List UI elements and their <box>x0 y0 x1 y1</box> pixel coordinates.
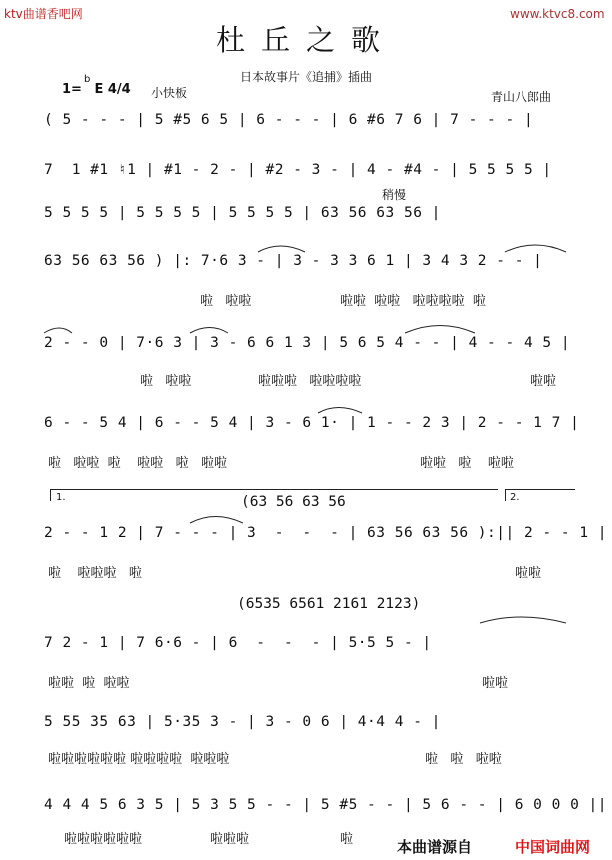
lyric-9a: 啦啦啦啦啦啦 啦啦啦啦 啦啦啦 <box>48 752 230 767</box>
lyric-4a: 啦 啦啦 <box>200 294 252 309</box>
interlude-2: (6535 6561 2161 2123) <box>237 596 421 612</box>
lyric-5b: 啦啦啦 啦啦啦啦 <box>258 374 362 389</box>
lyric-4b: 啦啦 啦啦 啦啦啦啦 啦 <box>340 294 486 309</box>
lyric-8b: 啦啦 <box>482 676 509 691</box>
tempo-marking: 小快板 <box>151 86 188 100</box>
footer-site-name: 中国词曲网 <box>515 838 591 856</box>
lyric-6a: 啦 啦啦 啦 啦啦 啦 啦啦 <box>48 456 227 471</box>
lyric-5c: 啦啦 <box>530 374 557 389</box>
score-row-4: 63 56 63 56 ) |: 7·6 3 - | 3 - 3 3 6 1 | 3 4 3 2 - - | <box>44 253 543 269</box>
slur-arc <box>258 246 305 252</box>
watermark-left: ktv曲谱香吧网 <box>4 7 83 21</box>
slur-arc <box>405 326 475 334</box>
score-row-8: 7 2 - 1 | 7 6·6 - | 6 - - - | 5·5 5 - | <box>44 635 432 651</box>
slowdown-marking: 稍慢 <box>382 188 407 202</box>
lyric-7a: 啦 啦啦啦 啦 <box>48 566 142 581</box>
slur-arc <box>318 408 362 414</box>
slur-arc <box>505 245 566 252</box>
lyric-7b: 啦啦 <box>515 566 542 581</box>
song-title: 杜丘之歌 <box>215 23 396 57</box>
slur-arc <box>480 617 566 623</box>
lyric-10b: 啦啦啦 <box>210 832 250 847</box>
lyric-10c: 啦 <box>340 832 354 847</box>
lyric-6b: 啦啦 啦 啦啦 <box>420 456 514 471</box>
score-row-10: 4 4 4 5 6 3 5 | 5 3 5 5 - - | 5 #5 - - | 5 6 - - | 6 0 0 0 || <box>44 797 608 813</box>
lyric-5a: 啦 啦啦 <box>140 374 192 389</box>
slur-arc <box>190 517 243 524</box>
score-row-1: ( 5 - - - | 5 #5 6 5 | 6 - - - | 6 #6 7 6 | 7 - - - | <box>44 112 534 128</box>
key-prefix: 1= <box>62 82 82 97</box>
song-subtitle: 日本故事片《追捕》插曲 <box>239 70 372 84</box>
score-row-2: 7 1 #1 ♮1 | #1 - 2 - | #2 - 3 - | 4 - #4 - | 5 5 5 5 | <box>44 162 552 178</box>
score-row-7: 2 - - 1 2 | 7 - - - | 3 - - - | 63 56 63 56 ):|| 2 - - 1 | <box>44 525 608 541</box>
score-row-9: 5 55 35 63 | 5·35 3 - | 3 - 0 6 | 4·4 4 - | <box>44 714 441 730</box>
slur-arc <box>190 328 228 334</box>
lyric-8a: 啦啦 啦 啦啦 <box>48 676 130 691</box>
watermark-right: www.ktvc8.com <box>510 7 605 21</box>
score-row-5: 2 - - 0 | 7·6 3 | 3 - 6 6 1 3 | 5 6 5 4 - - | 4 - - 4 5 | <box>44 335 571 351</box>
key-flat: b <box>84 74 91 85</box>
score-row-3: 5 5 5 5 | 5 5 5 5 | 5 5 5 5 | 63 56 63 56 | <box>44 205 441 221</box>
key-note: E 4/4 <box>94 82 131 97</box>
composer: 青山八郎曲 <box>491 90 552 104</box>
footer-source-label: 本曲谱源自 <box>397 838 473 856</box>
interlude-1: (63 56 63 56 <box>241 494 346 510</box>
volta-1-label: 1. <box>56 492 66 503</box>
lyric-9b: 啦 啦 啦啦 <box>425 752 502 767</box>
slur-arc <box>44 328 72 333</box>
score-row-6: 6 - - 5 4 | 6 - - 5 4 | 3 - 6 1· | 1 - - 2 3 | 2 - - 1 7 | <box>44 415 580 431</box>
lyric-10a: 啦啦啦啦啦啦 <box>64 832 143 847</box>
volta-2-label: 2. <box>510 492 520 503</box>
